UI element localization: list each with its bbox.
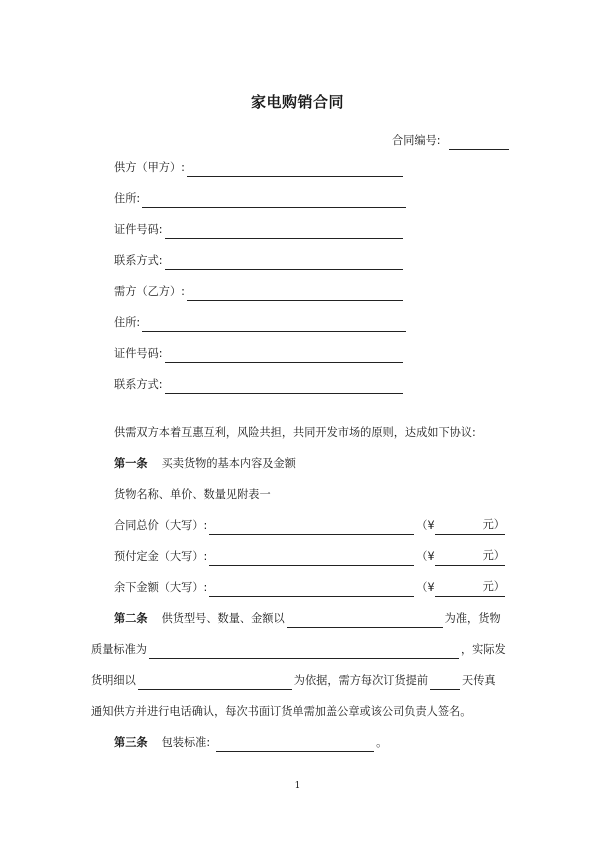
article2-line3-a: 货明细以 <box>91 674 136 687</box>
total-price-amount-blank[interactable] <box>435 521 483 535</box>
article2-line1-b: 为准，货物 <box>444 612 501 625</box>
party-a-name-label: 供方（甲方）: <box>114 161 185 174</box>
deposit-yen: （¥ <box>416 550 435 563</box>
deposit-row <box>114 548 505 566</box>
article2-basis-blank[interactable] <box>287 614 443 628</box>
party-a-id-blank[interactable] <box>165 225 403 239</box>
party-b-name-label: 需方（乙方）: <box>114 285 185 298</box>
deposit-label: 预付定金（大写）: <box>114 550 208 563</box>
article2-line4 <box>91 703 471 721</box>
party-b-name-row <box>114 283 405 301</box>
document-title: 家电购销合同 <box>250 93 344 111</box>
total-price-label: 合同总价（大写）: <box>114 519 208 532</box>
deposit-yuan: 元） <box>483 547 505 566</box>
party-a-contact-label: 联系方式: <box>114 254 163 267</box>
preamble-text: 供需双方本着互惠互利，风险共担，共同开发市场的原则，达成如下协议: <box>114 426 476 439</box>
total-price-yen: （¥ <box>416 519 435 532</box>
article2-heading: 第二条 <box>114 612 148 625</box>
advance-days-blank[interactable] <box>430 676 460 690</box>
party-b-id-label: 证件号码: <box>114 347 163 360</box>
article2-line3-c: 天传真 <box>462 674 496 687</box>
article2-line2 <box>91 641 506 659</box>
article1-goods-text: 货物名称、单价、数量见附表一 <box>114 488 271 501</box>
party-a-name-row <box>114 159 405 177</box>
delivery-detail-blank[interactable] <box>138 676 292 690</box>
article3-label: 包装标准: <box>161 736 211 749</box>
deposit-words-blank[interactable] <box>209 552 414 566</box>
article3-heading: 第三条 <box>114 736 148 749</box>
party-a-name-blank[interactable] <box>187 163 403 177</box>
contract-number-label: 合同编号: <box>392 134 441 147</box>
balance-yuan: 元） <box>483 578 505 597</box>
party-a-address-label: 住所: <box>114 192 141 205</box>
contract-number-blank[interactable] <box>449 136 509 150</box>
balance-words-blank[interactable] <box>209 583 414 597</box>
article2-line2-a: 质量标准为 <box>91 643 147 656</box>
article2-line3 <box>91 672 496 690</box>
total-price-yuan: 元） <box>483 516 505 535</box>
article1-goods-row <box>114 486 271 504</box>
article2-line1-a: 供货型号、数量、金额以 <box>161 612 285 625</box>
total-price-words-blank[interactable] <box>209 521 414 535</box>
article2-line4-text: 通知供方并进行电话确认，每次书面订货单需加盖公章或该公司负责人签名。 <box>91 705 472 718</box>
quality-standard-blank[interactable] <box>149 645 459 659</box>
packaging-standard-blank[interactable] <box>216 738 374 752</box>
party-b-id-blank[interactable] <box>165 349 403 363</box>
party-a-id-row <box>114 221 405 239</box>
party-b-address-blank[interactable] <box>142 318 406 332</box>
article1-title: 买卖货物的基本内容及金额 <box>161 457 296 470</box>
article3-end: 。 <box>376 736 388 749</box>
party-a-address-blank[interactable] <box>142 194 406 208</box>
party-b-contact-row <box>114 376 405 394</box>
article1-heading: 第一条 <box>114 457 148 470</box>
party-b-name-blank[interactable] <box>187 287 403 301</box>
balance-label: 余下金额（大写）: <box>114 581 208 594</box>
preamble <box>114 424 476 442</box>
balance-amount-blank[interactable] <box>435 583 483 597</box>
article3-row <box>114 734 387 752</box>
article2-line3-b: 为依据，需方每次订货提前 <box>293 674 429 687</box>
party-b-contact-label: 联系方式: <box>114 378 163 391</box>
article2-line2-b: ，实际发 <box>460 643 506 656</box>
contract-number-row <box>392 132 511 150</box>
party-a-contact-blank[interactable] <box>165 256 403 270</box>
balance-yen: （¥ <box>416 581 435 594</box>
party-b-address-label: 住所: <box>114 316 141 329</box>
party-b-address-row <box>114 314 408 332</box>
party-a-contact-row <box>114 252 405 270</box>
page-number: 1 <box>294 781 301 791</box>
party-a-id-label: 证件号码: <box>114 223 163 236</box>
party-b-contact-blank[interactable] <box>165 380 403 394</box>
deposit-amount-blank[interactable] <box>435 552 483 566</box>
total-price-row <box>114 517 505 535</box>
party-a-address-row <box>114 190 408 208</box>
balance-row <box>114 579 505 597</box>
article2-line1 <box>114 610 501 628</box>
party-b-id-row <box>114 345 405 363</box>
article1-heading-row <box>114 455 296 473</box>
